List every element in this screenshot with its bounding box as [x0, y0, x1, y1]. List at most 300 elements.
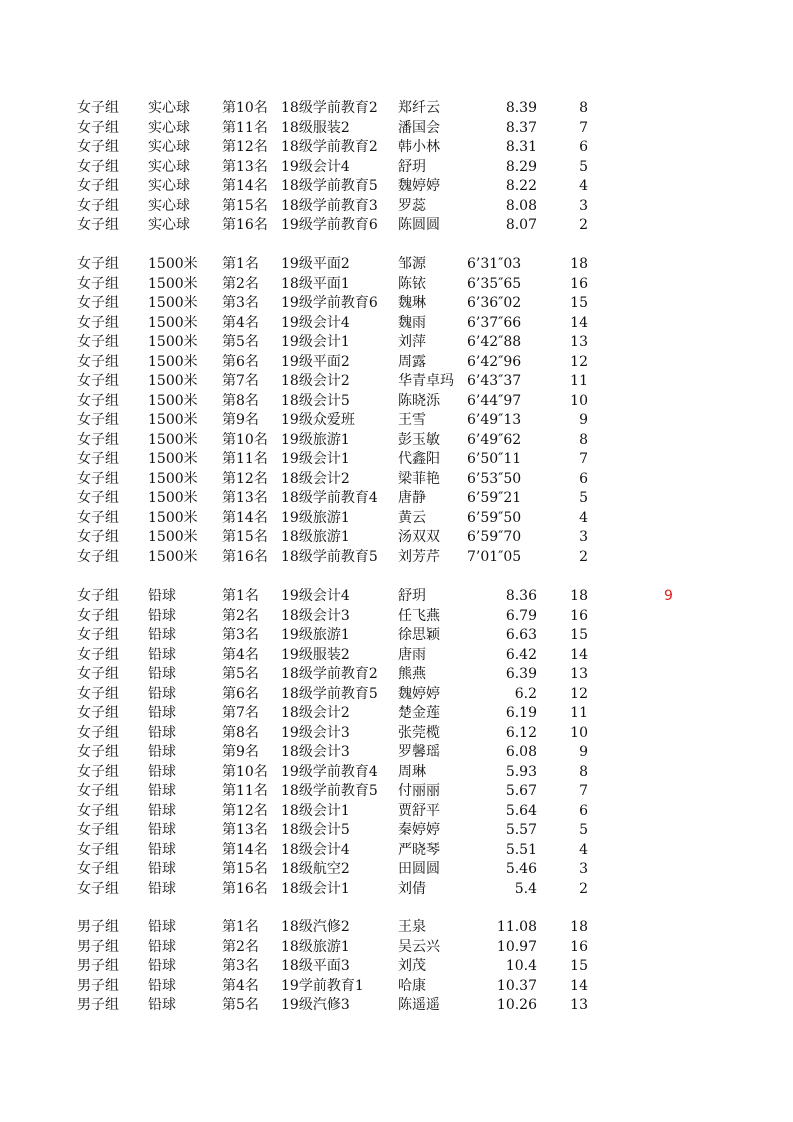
points-cell: 6	[579, 470, 588, 487]
event-cell: 铅球	[148, 880, 176, 897]
points-cell: 8	[579, 431, 588, 448]
event-cell: 1500米	[148, 490, 198, 506]
group-cell: 女子组	[77, 334, 119, 350]
rank-cell: 第15名	[222, 197, 268, 214]
name-cell: 华青卓玛	[398, 373, 454, 389]
event-cell: 铅球	[148, 705, 176, 721]
name-cell: 郑纤云	[398, 100, 440, 116]
name-cell: 代鑫阳	[398, 451, 440, 467]
result-cell: 6’59″21	[467, 490, 522, 506]
name-cell: 贾舒平	[398, 802, 440, 819]
name-cell: 付丽丽	[398, 783, 440, 799]
table-row	[0, 841, 793, 861]
result-cell: 6’35″65	[467, 275, 522, 292]
class-cell: 19级会计1	[281, 334, 350, 350]
points-cell: 14	[570, 314, 588, 331]
event-cell: 实心球	[148, 139, 190, 155]
red-note: 9	[664, 588, 673, 604]
event-cell: 铅球	[148, 744, 176, 760]
result-cell: 8.08	[505, 197, 537, 214]
points-cell: 18	[570, 256, 588, 272]
points-cell: 16	[570, 938, 588, 955]
event-cell: 1500米	[148, 548, 198, 565]
group-cell: 女子组	[77, 646, 119, 663]
rank-cell: 第1名	[222, 256, 259, 272]
class-cell: 18级旅游1	[281, 529, 350, 545]
class-cell: 18级会计5	[281, 822, 350, 838]
group-cell: 女子组	[77, 314, 119, 331]
class-cell: 19级会计4	[281, 158, 350, 175]
table-row	[0, 255, 793, 275]
points-cell: 14	[570, 977, 588, 994]
event-cell: 1500米	[148, 275, 198, 292]
event-cell: 1500米	[148, 392, 198, 409]
event-cell: 1500米	[148, 470, 198, 487]
class-cell: 18级汽修2	[281, 919, 350, 935]
group-cell: 女子组	[77, 295, 119, 311]
group-cell: 女子组	[77, 119, 119, 136]
class-cell: 18级会计3	[281, 744, 350, 760]
result-cell: 8.37	[505, 119, 537, 136]
name-cell: 舒玥	[398, 158, 426, 175]
table-row	[0, 665, 793, 685]
name-cell: 王雪	[398, 412, 426, 428]
event-cell: 1500米	[148, 451, 198, 467]
result-cell: 5.93	[505, 763, 537, 780]
name-cell: 罗蕊	[398, 197, 426, 214]
result-cell: 6.08	[505, 744, 537, 760]
points-cell: 2	[579, 217, 588, 233]
points-cell: 11	[570, 705, 588, 721]
event-cell: 铅球	[148, 607, 176, 624]
rank-cell: 第8名	[222, 392, 259, 409]
points-cell: 11	[570, 373, 588, 389]
points-cell: 4	[579, 841, 588, 858]
rank-cell: 第7名	[222, 373, 259, 389]
result-cell: 6’36″02	[467, 295, 522, 311]
rank-cell: 第11名	[222, 119, 268, 136]
event-cell: 实心球	[148, 197, 190, 214]
result-cell: 10.97	[496, 938, 537, 955]
event-cell: 实心球	[148, 158, 190, 175]
class-cell: 19级汽修3	[281, 997, 350, 1013]
points-cell: 7	[579, 783, 588, 799]
table-row	[0, 509, 793, 529]
table-row	[0, 392, 793, 412]
class-cell: 19级学前教育4	[281, 763, 378, 780]
rank-cell: 第2名	[222, 275, 259, 292]
table-row	[0, 333, 793, 353]
class-cell: 18级会计2	[281, 705, 350, 721]
points-cell: 10	[570, 392, 588, 409]
points-cell: 8	[579, 100, 588, 116]
class-cell: 18级平面3	[281, 958, 350, 974]
group-cell: 女子组	[77, 100, 119, 116]
result-cell: 6’50″11	[467, 451, 522, 467]
result-cell: 8.39	[505, 100, 537, 116]
result-cell: 6.19	[505, 705, 537, 721]
group-cell: 男子组	[77, 958, 119, 974]
table-row	[0, 138, 793, 158]
class-cell: 18级旅游1	[281, 938, 350, 955]
event-cell: 铅球	[148, 938, 176, 955]
name-cell: 王泉	[398, 919, 426, 935]
rank-cell: 第5名	[222, 334, 259, 350]
result-cell: 6’42″96	[467, 353, 522, 370]
result-cell: 8.31	[505, 139, 537, 155]
class-cell: 19级会计4	[281, 314, 350, 331]
class-cell: 19级平面2	[281, 256, 350, 272]
points-cell: 6	[579, 802, 588, 819]
group-cell: 女子组	[77, 451, 119, 467]
class-cell: 18级会计1	[281, 880, 350, 897]
group-cell: 女子组	[77, 861, 119, 877]
rank-cell: 第14名	[222, 509, 268, 526]
group-cell: 男子组	[77, 977, 119, 994]
points-cell: 4	[579, 178, 588, 194]
name-cell: 陈铱	[398, 275, 426, 292]
name-cell: 唐静	[398, 490, 426, 506]
table-row	[0, 763, 793, 783]
event-cell: 实心球	[148, 100, 190, 116]
class-cell: 18级学前教育4	[281, 490, 378, 506]
class-cell: 19级旅游1	[281, 431, 350, 448]
group-cell: 女子组	[77, 763, 119, 780]
rank-cell: 第9名	[222, 744, 259, 760]
class-cell: 19级会计1	[281, 451, 350, 467]
event-cell: 铅球	[148, 724, 176, 741]
class-cell: 19级服装2	[281, 646, 350, 663]
points-cell: 2	[579, 548, 588, 565]
table-row	[0, 294, 793, 314]
group-cell: 女子组	[77, 412, 119, 428]
name-cell: 汤双双	[398, 529, 440, 545]
result-cell: 8.36	[505, 588, 537, 604]
rank-cell: 第12名	[222, 802, 268, 819]
name-cell: 梁菲艳	[398, 470, 440, 487]
name-cell: 陈遥遥	[398, 997, 440, 1013]
rank-cell: 第16名	[222, 217, 268, 233]
rank-cell: 第3名	[222, 958, 259, 974]
rank-cell: 第12名	[222, 470, 268, 487]
name-cell: 刘倩	[398, 880, 426, 897]
points-cell: 9	[579, 744, 588, 760]
group-cell: 女子组	[77, 802, 119, 819]
event-cell: 铅球	[148, 958, 176, 974]
table-row	[0, 197, 793, 217]
class-cell: 19级学前教育6	[281, 295, 378, 311]
group-cell: 女子组	[77, 685, 119, 702]
event-cell: 1500米	[148, 373, 198, 389]
event-cell: 铅球	[148, 841, 176, 858]
table-row	[0, 685, 793, 705]
points-cell: 2	[579, 880, 588, 897]
table-row	[0, 587, 793, 607]
rank-cell: 第6名	[222, 685, 259, 702]
group-cell: 女子组	[77, 509, 119, 526]
points-cell: 18	[570, 588, 588, 604]
name-cell: 彭玉敏	[398, 431, 440, 448]
rank-cell: 第6名	[222, 353, 259, 370]
name-cell: 陈晓泺	[398, 392, 440, 409]
table-row	[0, 450, 793, 470]
table-row	[0, 548, 793, 568]
result-cell: 5.4	[514, 880, 537, 897]
points-cell: 13	[570, 997, 588, 1013]
group-cell: 女子组	[77, 470, 119, 487]
name-cell: 黄云	[398, 509, 426, 526]
points-cell: 10	[570, 724, 588, 741]
group-cell: 女子组	[77, 139, 119, 155]
class-cell: 18级学前教育5	[281, 178, 378, 194]
class-cell: 19级会计3	[281, 724, 350, 741]
group-cell: 男子组	[77, 938, 119, 955]
table-row	[0, 431, 793, 451]
table-row	[0, 411, 793, 431]
class-cell: 18级会计4	[281, 841, 350, 858]
event-cell: 铅球	[148, 783, 176, 799]
rank-cell: 第4名	[222, 314, 259, 331]
event-cell: 铅球	[148, 861, 176, 877]
table-row	[0, 646, 793, 666]
rank-cell: 第10名	[222, 100, 268, 116]
table-row	[0, 119, 793, 139]
rank-cell: 第5名	[222, 666, 259, 682]
class-cell: 19级会计4	[281, 588, 350, 604]
group-cell: 女子组	[77, 158, 119, 175]
event-cell: 1500米	[148, 353, 198, 370]
rank-cell: 第12名	[222, 139, 268, 155]
rank-cell: 第4名	[222, 977, 259, 994]
rank-cell: 第8名	[222, 724, 259, 741]
group-cell: 女子组	[77, 666, 119, 682]
class-cell: 18级学前教育2	[281, 139, 378, 155]
rank-cell: 第2名	[222, 938, 259, 955]
group-cell: 男子组	[77, 919, 119, 935]
points-cell: 13	[570, 666, 588, 682]
points-cell: 4	[579, 509, 588, 526]
name-cell: 徐思颖	[398, 627, 440, 643]
name-cell: 楚金莲	[398, 705, 440, 721]
name-cell: 潘国会	[398, 119, 440, 136]
name-cell: 邹源	[398, 256, 426, 272]
result-cell: 6’37″66	[467, 314, 522, 331]
table-row	[0, 821, 793, 841]
points-cell: 18	[570, 919, 588, 935]
event-cell: 实心球	[148, 178, 190, 194]
table-row	[0, 880, 793, 900]
name-cell: 田圆圆	[398, 861, 440, 877]
class-cell: 19学前教育1	[281, 977, 364, 994]
name-cell: 熊燕	[398, 666, 426, 682]
event-cell: 1500米	[148, 334, 198, 350]
class-cell: 19级众爱班	[281, 412, 355, 428]
table-row	[0, 158, 793, 178]
name-cell: 舒玥	[398, 588, 426, 604]
class-cell: 19级学前教育6	[281, 217, 378, 233]
group-cell: 女子组	[77, 353, 119, 370]
event-cell: 1500米	[148, 431, 198, 448]
table-row	[0, 724, 793, 744]
name-cell: 严晓琴	[398, 841, 440, 858]
table-row	[0, 353, 793, 373]
event-cell: 实心球	[148, 217, 190, 233]
table-row	[0, 782, 793, 802]
rank-cell: 第13名	[222, 822, 268, 838]
name-cell: 周露	[398, 353, 426, 370]
result-cell: 6’53″50	[467, 470, 522, 487]
rank-cell: 第1名	[222, 588, 259, 604]
group-cell: 女子组	[77, 822, 119, 838]
table-row	[0, 938, 793, 958]
table-row	[0, 918, 793, 938]
result-cell: 8.07	[505, 217, 537, 233]
rank-cell: 第14名	[222, 178, 268, 194]
result-cell: 5.64	[505, 802, 537, 819]
table-row	[0, 957, 793, 977]
table-row	[0, 314, 793, 334]
table-row	[0, 607, 793, 627]
result-cell: 10.26	[496, 997, 537, 1013]
name-cell: 唐雨	[398, 646, 426, 663]
table-row	[0, 528, 793, 548]
rank-cell: 第4名	[222, 646, 259, 663]
result-cell: 6’44″97	[467, 392, 522, 409]
name-cell: 周琳	[398, 763, 426, 780]
points-cell: 7	[579, 451, 588, 467]
result-cell: 7’01″05	[467, 548, 522, 565]
class-cell: 18级会计5	[281, 392, 350, 409]
group-cell: 男子组	[77, 997, 119, 1013]
table-row	[0, 996, 793, 1016]
result-cell: 6.2	[514, 685, 537, 702]
result-cell: 8.29	[505, 158, 537, 175]
result-cell: 10.37	[496, 977, 537, 994]
class-cell: 18级会计2	[281, 470, 350, 487]
result-cell: 6’49″13	[467, 412, 522, 428]
rank-cell: 第14名	[222, 841, 268, 858]
name-cell: 吴云兴	[398, 938, 440, 955]
event-cell: 铅球	[148, 997, 176, 1013]
group-cell: 女子组	[77, 744, 119, 760]
name-cell: 魏婷婷	[398, 178, 440, 194]
table-row	[0, 704, 793, 724]
rank-cell: 第10名	[222, 431, 268, 448]
group-cell: 女子组	[77, 178, 119, 194]
rank-cell: 第3名	[222, 627, 259, 643]
group-cell: 女子组	[77, 783, 119, 799]
points-cell: 3	[579, 861, 588, 877]
result-cell: 5.57	[505, 822, 537, 838]
name-cell: 哈康	[398, 977, 426, 994]
name-cell: 张莞榄	[398, 724, 440, 741]
points-cell: 15	[570, 958, 588, 974]
table-row	[0, 99, 793, 119]
result-cell: 6.12	[505, 724, 537, 741]
result-cell: 6’43″37	[467, 373, 522, 389]
group-cell: 女子组	[77, 724, 119, 741]
points-cell: 16	[570, 607, 588, 624]
event-cell: 1500米	[148, 314, 198, 331]
class-cell: 18级服装2	[281, 119, 350, 136]
result-cell: 6’42″88	[467, 334, 522, 350]
group-cell: 女子组	[77, 431, 119, 448]
rank-cell: 第9名	[222, 412, 259, 428]
name-cell: 秦婷婷	[398, 822, 440, 838]
class-cell: 18级学前教育2	[281, 666, 378, 682]
class-cell: 18级会计1	[281, 802, 350, 819]
event-cell: 1500米	[148, 529, 198, 545]
rank-cell: 第16名	[222, 548, 268, 565]
points-cell: 16	[570, 275, 588, 292]
group-cell: 女子组	[77, 548, 119, 565]
name-cell: 陈圆圆	[398, 217, 440, 233]
rank-cell: 第7名	[222, 705, 259, 721]
group-cell: 女子组	[77, 197, 119, 214]
event-cell: 铅球	[148, 666, 176, 682]
result-cell: 5.51	[505, 841, 537, 858]
name-cell: 刘茂	[398, 958, 426, 974]
table-row	[0, 372, 793, 392]
points-cell: 14	[570, 646, 588, 663]
event-cell: 铅球	[148, 627, 176, 643]
event-cell: 铅球	[148, 646, 176, 663]
points-cell: 12	[570, 353, 588, 370]
class-cell: 18级学前教育3	[281, 197, 378, 214]
class-cell: 18级学前教育5	[281, 685, 378, 702]
event-cell: 铅球	[148, 919, 176, 935]
points-cell: 13	[570, 334, 588, 350]
class-cell: 19级旅游1	[281, 627, 350, 643]
name-cell: 韩小林	[398, 139, 440, 155]
event-cell: 实心球	[148, 119, 190, 136]
rank-cell: 第10名	[222, 763, 268, 780]
result-cell: 6.63	[505, 627, 537, 643]
class-cell: 19级旅游1	[281, 509, 350, 526]
rank-cell: 第1名	[222, 919, 259, 935]
name-cell: 魏婷婷	[398, 685, 440, 702]
table-row	[0, 626, 793, 646]
group-cell: 女子组	[77, 490, 119, 506]
event-cell: 铅球	[148, 763, 176, 780]
rank-cell: 第15名	[222, 529, 268, 545]
rank-cell: 第11名	[222, 451, 268, 467]
class-cell: 18级航空2	[281, 861, 350, 877]
event-cell: 铅球	[148, 588, 176, 604]
class-cell: 18级学前教育5	[281, 548, 378, 565]
rank-cell: 第13名	[222, 490, 268, 506]
points-cell: 9	[579, 412, 588, 428]
group-cell: 女子组	[77, 841, 119, 858]
event-cell: 1500米	[148, 295, 198, 311]
result-cell: 8.22	[505, 178, 537, 194]
table-row	[0, 743, 793, 763]
class-cell: 18级学前教育2	[281, 100, 378, 116]
result-cell: 6’59″50	[467, 509, 522, 526]
group-cell: 女子组	[77, 217, 119, 233]
name-cell: 魏雨	[398, 314, 426, 331]
table-row	[0, 177, 793, 197]
name-cell: 罗馨瑶	[398, 744, 440, 760]
points-cell: 12	[570, 685, 588, 702]
group-cell: 女子组	[77, 588, 119, 604]
group-cell: 女子组	[77, 373, 119, 389]
group-cell: 女子组	[77, 705, 119, 721]
class-cell: 19级平面2	[281, 353, 350, 370]
result-cell: 6’49″62	[467, 431, 522, 448]
group-cell: 女子组	[77, 607, 119, 624]
class-cell: 18级学前教育5	[281, 783, 378, 799]
